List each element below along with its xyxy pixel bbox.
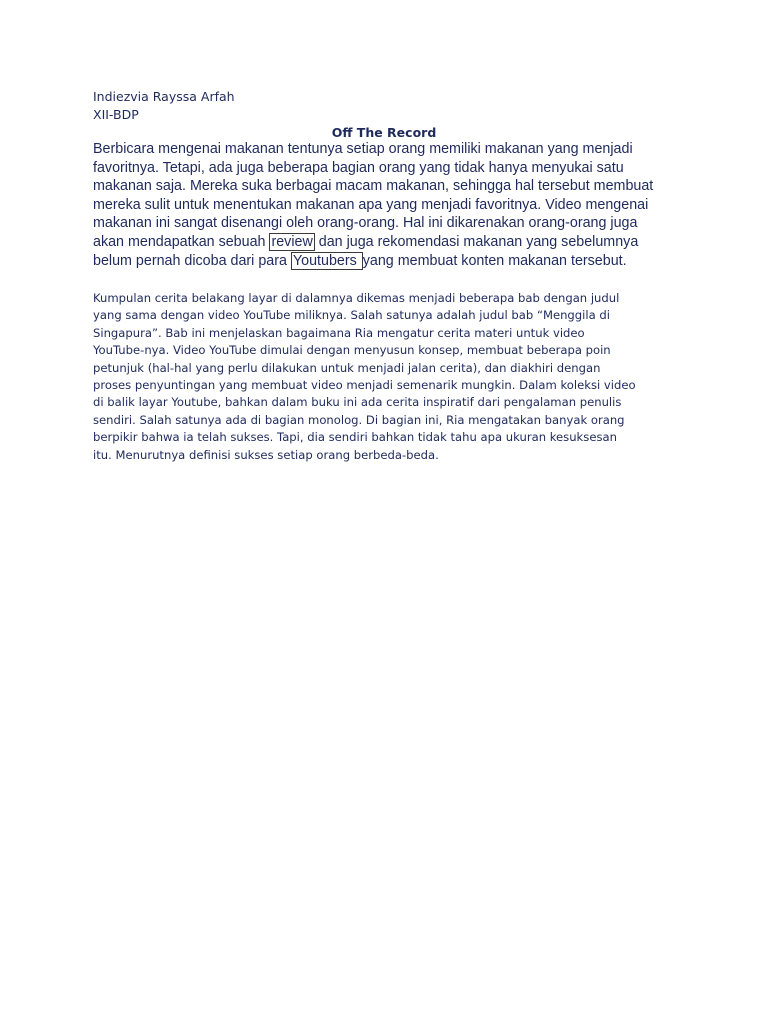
- paragraph-two-line: sendiri. Salah satunya ada di bagian monolog. Di bagian ini, Ria mengatakan banyak orang: [93, 412, 625, 427]
- paragraph-two-line: Kumpulan cerita belakang layar di dalamnya dikemas menjadi beberapa bab dengan judul: [93, 291, 620, 305]
- paragraph-two-line: itu. Menurutnya definisi sukses setiap orang berbeda-beda.: [93, 447, 439, 462]
- paragraph-one-line: makanan ini sangat disenangi oleh orang-orang. Hal ini dikarenakan orang-orang juga: [93, 215, 638, 232]
- document-title: Off The Record: [331, 125, 437, 140]
- paragraph-two-line: berpikir bahwa ia telah sukses. Tapi, dia sendiri bahkan tidak tahu apa ukuran kesuksesan: [93, 430, 617, 445]
- paragraph-one-line: mereka sulit untuk menentukan makanan apa yang menjadi favoritnya. Video mengenai: [93, 196, 649, 213]
- paragraph-one-line: Berbicara mengenai makanan tentunya setiap orang memiliki makanan yang menjadi: [93, 141, 633, 157]
- line-text: akan mendapatkan sebuah: [93, 233, 270, 250]
- line-text: belum pernah dicoba dari para: [93, 252, 291, 269]
- paragraph-two-line: proses penyuntingan yang membuat video menjadi semenarik mungkin. Dalam koleksi video: [93, 378, 636, 393]
- line-text: dan juga rekomendasi makanan yang sebelumnya: [314, 233, 639, 250]
- paragraph-two-line: yang sama dengan video YouTube miliknya. Salah satunya adalah judul bab “Menggila di: [93, 308, 610, 323]
- paragraph-one: [93, 140, 685, 270]
- paragraph-two-line: petunjuk (hal-hal yang perlu dilakukan untuk menjadi jalan cerita), dan diakhiri dengan: [93, 360, 601, 375]
- paragraph-one-line: makanan saja. Mereka suka berbagai macam makanan, sehingga hal tersebut membuat: [93, 178, 654, 195]
- paragraph-one-line: [93, 233, 685, 252]
- paragraph-one-line: [93, 252, 685, 271]
- paragraph-two-line: di balik layar Youtube, bahkan dalam buku ini ada cerita inspiratif dari pengalaman penulis: [93, 395, 622, 410]
- class-name: XII-BDP: [93, 107, 139, 122]
- boxed-word-youtubers: Youtubers: [292, 252, 361, 269]
- boxed-word-review: review: [271, 233, 313, 250]
- paragraph-two-line: Singapura”. Bab ini menjelaskan bagaimana Ria mengatur cerita materi untuk video: [93, 325, 585, 340]
- author-name: Indiezvia Rayssa Arfah: [93, 89, 235, 104]
- paragraph-two-line: YouTube-nya. Video YouTube dimulai dengan menyusun konsep, membuat beberapa poin: [93, 343, 611, 358]
- line-text: yang membuat konten makanan tersebut.: [362, 252, 627, 269]
- paragraph-one-line: favoritnya. Tetapi, ada juga beberapa bagian orang yang tidak hanya menyukai satu: [93, 159, 624, 176]
- paragraph-two: [93, 290, 683, 464]
